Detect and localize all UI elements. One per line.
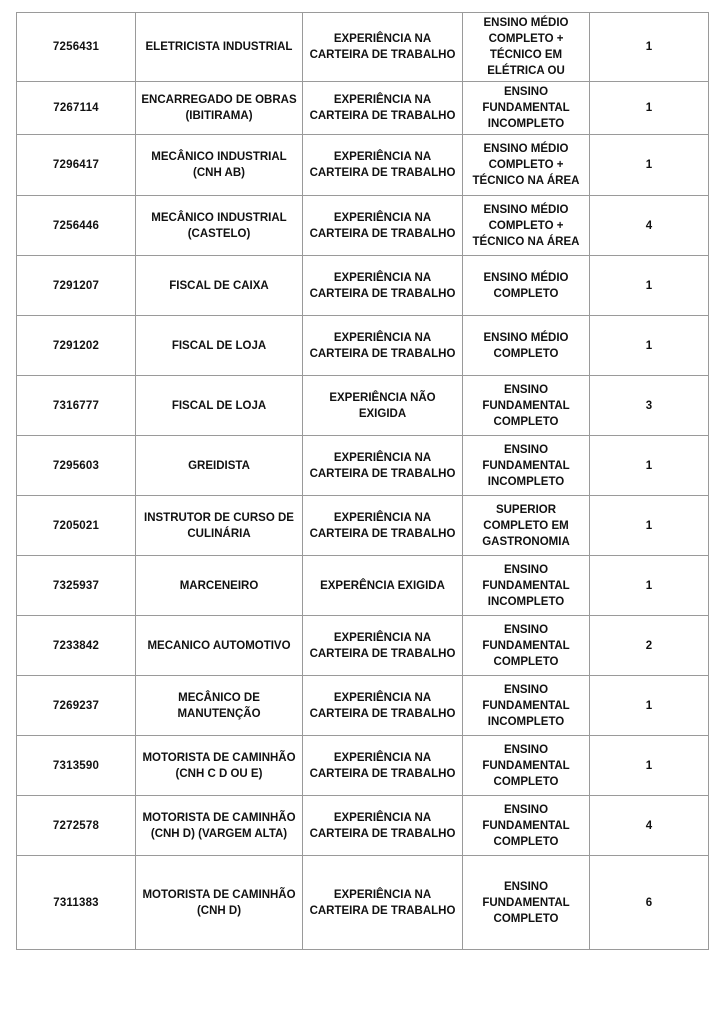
- experience-requirement: EXPERIÊNCIA NA CARTEIRA DE TRABALHO: [303, 256, 463, 316]
- experience-requirement: EXPERIÊNCIA NA CARTEIRA DE TRABALHO: [303, 436, 463, 496]
- vacancy-code: 7313590: [17, 736, 136, 796]
- vacancy-count: 1: [590, 13, 709, 82]
- job-title: GREIDISTA: [136, 436, 303, 496]
- education-requirement: ENSINO FUNDAMENTAL COMPLETO: [463, 856, 590, 950]
- table-row: [17, 256, 709, 316]
- experience-requirement: EXPERIÊNCIA NA CARTEIRA DE TRABALHO: [303, 676, 463, 736]
- vacancy-count: 1: [590, 135, 709, 196]
- vacancy-count: 2: [590, 616, 709, 676]
- job-title: MOTORISTA DE CAMINHÃO (CNH D): [136, 856, 303, 950]
- job-title: ELETRICISTA INDUSTRIAL: [136, 13, 303, 82]
- education-requirement: ENSINO FUNDAMENTAL INCOMPLETO: [463, 676, 590, 736]
- vacancy-count: 3: [590, 376, 709, 436]
- vacancy-count: 1: [590, 82, 709, 135]
- job-vacancies-table: [16, 12, 709, 950]
- table-row: [17, 135, 709, 196]
- job-title: MECÂNICO INDUSTRIAL (CASTELO): [136, 196, 303, 256]
- experience-requirement: EXPERIÊNCIA NA CARTEIRA DE TRABALHO: [303, 82, 463, 135]
- job-title: MECANICO AUTOMOTIVO: [136, 616, 303, 676]
- job-title: MARCENEIRO: [136, 556, 303, 616]
- vacancy-code: 7295603: [17, 436, 136, 496]
- table-row: [17, 376, 709, 436]
- table-row: [17, 436, 709, 496]
- table-row: [17, 796, 709, 856]
- job-title: MECÂNICO DE MANUTENÇÃO: [136, 676, 303, 736]
- table-row: [17, 676, 709, 736]
- education-requirement: ENSINO FUNDAMENTAL COMPLETO: [463, 376, 590, 436]
- education-requirement: ENSINO MÉDIO COMPLETO: [463, 316, 590, 376]
- vacancy-count: 1: [590, 436, 709, 496]
- education-requirement: ENSINO FUNDAMENTAL COMPLETO: [463, 736, 590, 796]
- education-requirement: ENSINO FUNDAMENTAL COMPLETO: [463, 796, 590, 856]
- job-title: MOTORISTA DE CAMINHÃO (CNH D) (VARGEM ALTA): [136, 796, 303, 856]
- vacancy-count: 1: [590, 496, 709, 556]
- vacancy-count: 4: [590, 196, 709, 256]
- experience-requirement: EXPERIÊNCIA NA CARTEIRA DE TRABALHO: [303, 796, 463, 856]
- experience-requirement: EXPERÊNCIA EXIGIDA: [303, 556, 463, 616]
- table-row: [17, 496, 709, 556]
- education-requirement: ENSINO MÉDIO COMPLETO + TÉCNICO NA ÁREA: [463, 135, 590, 196]
- experience-requirement: EXPERIÊNCIA NA CARTEIRA DE TRABALHO: [303, 196, 463, 256]
- table-row: [17, 316, 709, 376]
- table-row: [17, 556, 709, 616]
- vacancy-code: 7316777: [17, 376, 136, 436]
- vacancy-code: 7256446: [17, 196, 136, 256]
- table-row: [17, 616, 709, 676]
- experience-requirement: EXPERIÊNCIA NÃO EXIGIDA: [303, 376, 463, 436]
- job-title: FISCAL DE LOJA: [136, 316, 303, 376]
- education-requirement: ENSINO MÉDIO COMPLETO + TÉCNICO NA ÁREA: [463, 196, 590, 256]
- education-requirement: ENSINO FUNDAMENTAL INCOMPLETO: [463, 82, 590, 135]
- table-row: [17, 13, 709, 82]
- vacancy-code: 7256431: [17, 13, 136, 82]
- vacancy-count: 1: [590, 556, 709, 616]
- vacancy-code: 7291202: [17, 316, 136, 376]
- table-body: [17, 13, 709, 950]
- experience-requirement: EXPERIÊNCIA NA CARTEIRA DE TRABALHO: [303, 316, 463, 376]
- vacancy-count: 1: [590, 736, 709, 796]
- table-row: [17, 736, 709, 796]
- experience-requirement: EXPERIÊNCIA NA CARTEIRA DE TRABALHO: [303, 496, 463, 556]
- job-title: FISCAL DE CAIXA: [136, 256, 303, 316]
- job-title: MECÂNICO INDUSTRIAL (CNH AB): [136, 135, 303, 196]
- vacancy-count: 1: [590, 256, 709, 316]
- table-row: [17, 856, 709, 950]
- experience-requirement: EXPERIÊNCIA NA CARTEIRA DE TRABALHO: [303, 616, 463, 676]
- vacancy-code: 7233842: [17, 616, 136, 676]
- vacancy-code: 7325937: [17, 556, 136, 616]
- education-requirement: ENSINO FUNDAMENTAL COMPLETO: [463, 616, 590, 676]
- vacancy-code: 7291207: [17, 256, 136, 316]
- table-row: [17, 82, 709, 135]
- experience-requirement: EXPERIÊNCIA NA CARTEIRA DE TRABALHO: [303, 13, 463, 82]
- vacancy-code: 7269237: [17, 676, 136, 736]
- experience-requirement: EXPERIÊNCIA NA CARTEIRA DE TRABALHO: [303, 736, 463, 796]
- vacancy-code: 7311383: [17, 856, 136, 950]
- job-title: MOTORISTA DE CAMINHÃO (CNH C D OU E): [136, 736, 303, 796]
- education-requirement: SUPERIOR COMPLETO EM GASTRONOMIA: [463, 496, 590, 556]
- vacancy-count: 1: [590, 676, 709, 736]
- education-requirement: ENSINO MÉDIO COMPLETO: [463, 256, 590, 316]
- table-row: [17, 196, 709, 256]
- vacancy-code: 7205021: [17, 496, 136, 556]
- experience-requirement: EXPERIÊNCIA NA CARTEIRA DE TRABALHO: [303, 856, 463, 950]
- education-requirement: ENSINO MÉDIO COMPLETO + TÉCNICO EM ELÉTRICA OU: [463, 13, 590, 82]
- vacancy-count: 6: [590, 856, 709, 950]
- job-title: INSTRUTOR DE CURSO DE CULINÁRIA: [136, 496, 303, 556]
- education-requirement: ENSINO FUNDAMENTAL INCOMPLETO: [463, 436, 590, 496]
- job-title: ENCARREGADO DE OBRAS (IBITIRAMA): [136, 82, 303, 135]
- experience-requirement: EXPERIÊNCIA NA CARTEIRA DE TRABALHO: [303, 135, 463, 196]
- vacancy-count: 4: [590, 796, 709, 856]
- vacancy-code: 7267114: [17, 82, 136, 135]
- education-requirement: ENSINO FUNDAMENTAL INCOMPLETO: [463, 556, 590, 616]
- vacancy-code: 7272578: [17, 796, 136, 856]
- vacancy-count: 1: [590, 316, 709, 376]
- vacancy-code: 7296417: [17, 135, 136, 196]
- job-title: FISCAL DE LOJA: [136, 376, 303, 436]
